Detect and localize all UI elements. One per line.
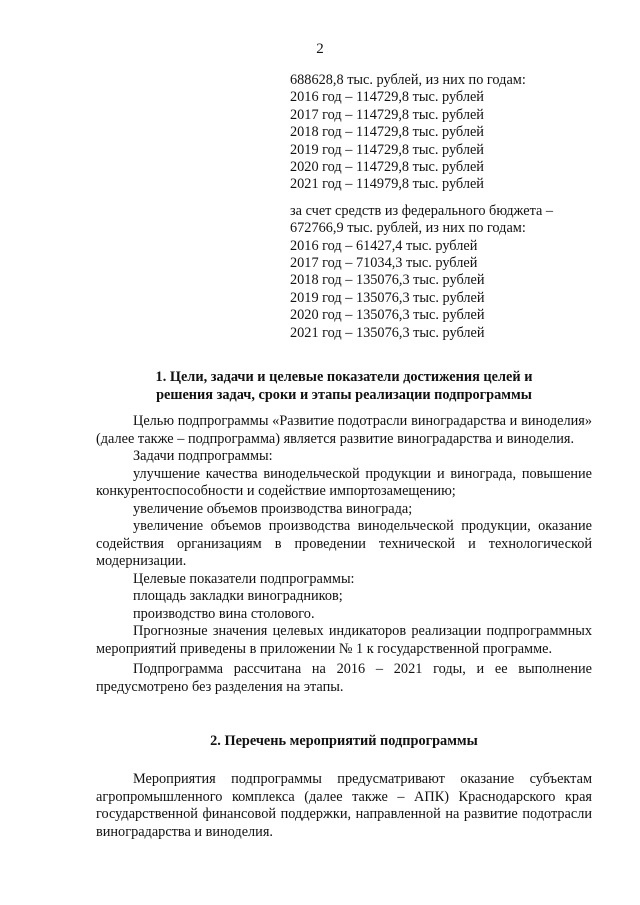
total-financing-year: 2018 год – 114729,8 тыс. рублей bbox=[290, 124, 484, 141]
paragraph: улучшение качества винодельческой продукции и винограда, повышение конкурентоспособности и содействие импортозамещению; bbox=[96, 465, 592, 499]
total-financing-year: 2020 год – 114729,8 тыс. рублей bbox=[290, 159, 484, 176]
paragraph: Прогнозные значения целевых индикаторов реализации подпрограммных мероприятий приведены в приложении № 1 к государственной программе. bbox=[96, 623, 592, 657]
section-1-heading-line: решения задач, сроки и этапы реализации подпрограммы bbox=[156, 386, 532, 403]
federal-financing-year: 2018 год – 135076,3 тыс. рублей bbox=[290, 272, 485, 289]
federal-financing-intro: за счет средств из федерального бюджета – bbox=[290, 202, 554, 219]
section-2-body bbox=[96, 771, 592, 841]
page-number: 2 bbox=[316, 41, 324, 57]
total-financing-intro: 688628,8 тыс. рублей, из них по годам: bbox=[290, 72, 526, 88]
spacer bbox=[290, 194, 590, 203]
total-financing-year: 2021 год – 114979,8 тыс. рублей bbox=[290, 176, 484, 193]
federal-financing-intro: 672766,9 тыс. рублей, из них по годам: bbox=[290, 220, 526, 237]
total-financing-year: 2017 год – 114729,8 тыс. рублей bbox=[290, 106, 484, 123]
federal-financing-year: 2017 год – 71034,3 тыс. рублей bbox=[290, 255, 478, 272]
paragraph: площадь закладки виноградников; bbox=[133, 588, 343, 604]
paragraph: производство вина столового. bbox=[133, 605, 315, 622]
federal-financing-year: 2019 год – 135076,3 тыс. рублей bbox=[290, 289, 485, 306]
total-financing-year: 2019 год – 114729,8 тыс. рублей bbox=[290, 141, 484, 158]
paragraph: увеличение объемов производства винограда; bbox=[133, 500, 413, 517]
paragraph: увеличение объемов производства винодельческой продукции, оказание содействия организациям в проведении технической и технологической модернизации. bbox=[96, 518, 592, 569]
paragraph: Задачи подпрограммы: bbox=[133, 448, 273, 464]
section-1-body bbox=[96, 413, 592, 696]
federal-financing-year: 2021 год – 135076,3 тыс. рублей bbox=[290, 324, 485, 341]
section-1-heading-line: 1. Цели, задачи и целевые показатели достижения целей и bbox=[155, 369, 533, 385]
paragraph: Целевые показатели подпрограммы: bbox=[133, 570, 355, 587]
total-financing-year: 2016 год – 114729,8 тыс. рублей bbox=[290, 89, 484, 106]
paragraph: Целью подпрограммы «Развитие подотрасли виноградарства и виноделия» (далее также – подпрограмма) является развитие виноградарства и виноделия. bbox=[96, 413, 592, 447]
section-1-heading bbox=[96, 369, 592, 404]
paragraph: Подпрограмма рассчитана на 2016 – 2021 годы, и ее выполнение предусмотрено без разделения на этапы. bbox=[96, 661, 592, 695]
section-2-heading: 2. Перечень мероприятий подпрограммы bbox=[210, 733, 478, 749]
federal-financing-year: 2020 год – 135076,3 тыс. рублей bbox=[290, 307, 485, 324]
federal-financing-year: 2016 год – 61427,4 тыс. рублей bbox=[290, 237, 478, 254]
financing-block bbox=[290, 72, 590, 342]
paragraph: Мероприятия подпрограммы предусматривают оказание субъектам агропромышленного комплекса (далее также – АПК) Краснодарского края государственной финансовой поддержки, направленной на развитие подотрасли виноградарства и виноделия. bbox=[96, 771, 592, 840]
